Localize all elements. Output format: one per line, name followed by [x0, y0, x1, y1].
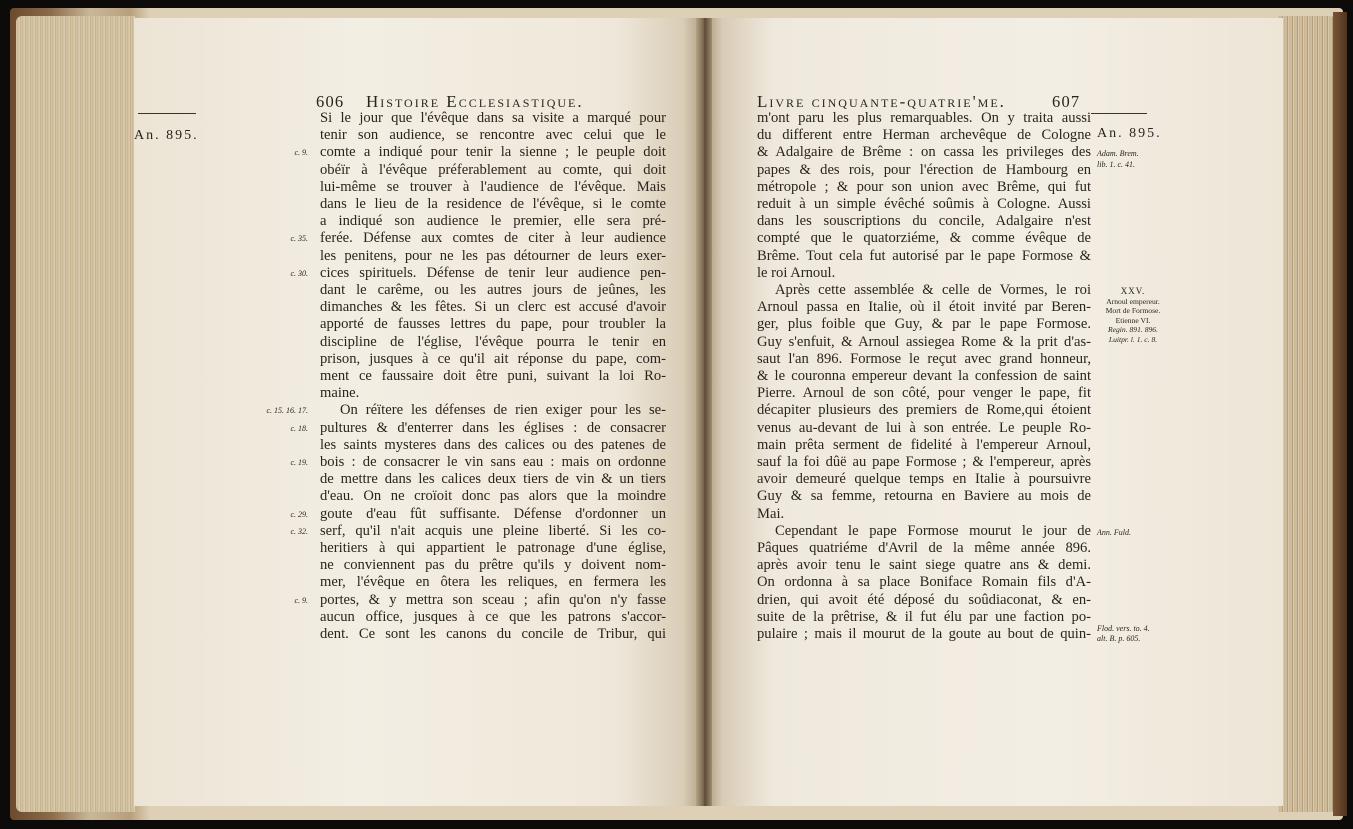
text-line: drien, qui avoit été déposé du soûdiaconat, & en- [757, 591, 1091, 608]
text-line: décapiter plusieurs des premiers de Rome,qui étoient [757, 402, 1091, 419]
text-line: saut l'an 896. Formose le reçut avec grand honneur, [757, 350, 1091, 367]
text-line: Cependant le pape Formose mourut le jour de [775, 522, 1091, 539]
text-line: Si le jour que l'évêque dans sa visite a marqué pour [320, 110, 666, 126]
margin-note: lib. 1. c. 41. [1097, 159, 1135, 169]
text-line: & Adalgaire de Brême : on cassa les privileges des [757, 144, 1091, 161]
text-line: On ordonna à sa place Boniface Romain fils d'A- [757, 574, 1091, 591]
text-line: goute d'eau fût suffisante. Défense d'ordonner un [320, 505, 666, 522]
text-line: métropole ; & pour son union avec Brême, qui fut [757, 178, 1091, 195]
text-line: reduit à un simple évêché soûmis à Cologne. Aussi [757, 196, 1091, 212]
text-line: sauf la foi dûë au pape Formose ; & l'empereur, après [757, 454, 1091, 470]
margin-note: c. 18. [290, 423, 308, 433]
sidenote-line: Etienne VI. [1115, 315, 1151, 325]
sidenote-number: XXV. [1120, 286, 1146, 296]
text-line: bois : de consacrer le vin sans eau : mais on ordonne [320, 454, 666, 470]
text-line: après avoir tenu le saint siege quatre ans & demi. [757, 557, 1091, 574]
text-line: avoir demeuré quelque temps en Italie à poursuivre [757, 471, 1091, 488]
right-year: An. 895. [1097, 126, 1162, 141]
text-line: cices spirituels. Défense de tenir leur audience pen- [320, 264, 666, 281]
text-line: dimanches & les fêtes. Si un clerc est accusé d'avoir [320, 299, 666, 316]
text-line: suite de la prêtrise, & il fut élu par une faction po- [757, 608, 1091, 625]
margin-note: c. 29. [290, 509, 308, 519]
text-line: comte a indiqué pour tenir la sienne ; le peuple doit [320, 144, 666, 161]
text-line: lui-même se trouver à l'audience de l'évêque. Mais [320, 178, 666, 195]
text-line: Guy & sa femme, retourna en Baviere au mois de [757, 488, 1091, 505]
text-line: heritiers à qui appartient le patronage d'une église, [320, 540, 666, 556]
text-line: les penitens, pour ne les pas détourner de leurs exer- [320, 247, 666, 264]
right-running-head: Livre cinquante-quatrie'me. [757, 92, 1006, 111]
text-line: compté que le quatorziéme, & comme évêque de [757, 230, 1091, 247]
text-line: On réïtere les défenses de rien exiger pour les se- [340, 402, 666, 419]
text-line: ferée. Défense aux comtes de citer à leur audience [320, 230, 666, 247]
margin-note: c. 35. [290, 234, 308, 244]
text-line: ment ce faussaire doit être puni, suivant la loi Ro- [320, 368, 666, 384]
text-line: Après cette assemblée & celle de Vormes, le roi [775, 282, 1091, 298]
text-line: Pâques quatriéme d'Avril de la même année 896. [757, 540, 1091, 556]
text-line: serf, qu'il n'ait acquis une pleine liberté. Si les co- [320, 522, 666, 539]
text-line: portes, & y mettra son sceau ; afin qu'on n'y fasse [320, 591, 666, 608]
sidenote-line: Arnoul empereur. [1106, 296, 1160, 306]
text-line: & le couronna empereur devant la confession de saint [757, 368, 1091, 384]
text-line: pulaire ; mais il mourut de la goute au bout de quin- [757, 626, 1091, 642]
margin-note: c. 15. 16. 17. [266, 406, 308, 416]
text-line: dant le carême, ou les autres jours de jeûnes, les [320, 282, 666, 298]
year-rule [138, 113, 196, 114]
text-line: dans le lieu de la residence de l'évêque, si le comte [320, 196, 666, 212]
text-line: mer, l'évêque en ôtera les reliques, en fermera les [320, 574, 666, 591]
margin-note: alt. B. p. 605. [1097, 634, 1141, 644]
margin-note: c. 9. [294, 148, 308, 158]
text-line: pultures & d'enterrer dans les églises : de consacrer [320, 419, 666, 436]
text-line: papes & des rois, pour l'érection de Hambourg en [757, 161, 1091, 178]
margin-note: Adam. Brem. [1097, 149, 1139, 159]
text-line: maine. [320, 385, 360, 402]
page-edges-left [16, 16, 136, 812]
text-line: de mettre dans les calices deux tiers de vin & un tiers [320, 471, 666, 488]
text-line: dent. Ce sont les canons du concile de Tribur, qui [320, 626, 666, 642]
text-line: aucun office, jusques à ce que les patrons s'accor- [320, 608, 666, 625]
text-line: dans les souscriptions du concile, Adalgaire n'est [757, 213, 1091, 230]
book-cover-edge [1333, 12, 1347, 816]
margin-note: Ann. Fuld. [1097, 527, 1131, 537]
sidenote-line: Regin. 891. 896. [1108, 325, 1158, 335]
text-line: Arnoul passa en Italie, où il étoit invité par Beren- [757, 299, 1091, 316]
text-line: Mai. [757, 505, 785, 522]
text-line: m'ont paru les plus remarquables. On y traita aussi [757, 110, 1091, 126]
text-line: tenir son audience, se rencontre avec celui que le [320, 127, 666, 144]
right-page [705, 18, 1283, 806]
text-line: apporté de fausses lettres du pape, pour troubler la [320, 316, 666, 333]
text-line: d'eau. On ne croïoit donc pas alors que la moindre [320, 488, 666, 505]
right-page-number: 607 [1052, 92, 1081, 111]
text-line: discipline de l'église, l'évêque pourra le tenir en [320, 333, 666, 350]
margin-note: c. 9. [294, 595, 308, 605]
left-year: An. 895. [134, 128, 199, 143]
text-line: a indiqué son audience le premier, elle sera pré- [320, 213, 666, 230]
margin-note: c. 19. [290, 458, 308, 467]
left-page-number: 606 [316, 92, 345, 111]
text-line: Guy s'enfuit, & Arnoul assiegea Rome & la prit d'as- [757, 333, 1091, 350]
book-gutter [696, 18, 712, 806]
sidenote-line: Luitpr. l. 1. c. 8. [1108, 335, 1158, 344]
left-running-head: Histoire Ecclesiastique. [366, 92, 584, 111]
sidenote-line: Mort de Formose. [1105, 306, 1161, 316]
text-line: Pierre. Arnoul de son côté, pour venger le pape, fit [757, 385, 1091, 402]
margin-note: c. 32. [290, 526, 308, 536]
page-edges-right [1278, 16, 1336, 812]
text-line: les saints mysteres dans des calices ou des patenes de [320, 436, 666, 453]
text-line: le roi Arnoul. [757, 264, 836, 281]
text-line: obéïr à l'évêque préferablement au comte, qui doit [320, 161, 666, 178]
text-line: main prêta serment de fidelité à l'empereur Arnoul, [757, 436, 1091, 453]
text-line: venus au-devant de lui à son entrée. Le peuple Ro- [757, 419, 1091, 436]
text-line: ne conviennent pas du prêtre qu'ils y doivent nom- [320, 557, 666, 574]
left-page [134, 18, 700, 806]
year-rule [1091, 113, 1147, 114]
text-line: du different entre Herman archevêque de Cologne [757, 127, 1091, 144]
margin-note: c. 30. [290, 268, 308, 278]
text-line: ger, plus foible que Guy, & par le pape Formose. [757, 316, 1091, 333]
text-line: Brême. Tout cela fut autorisé par le pape Formose & [757, 247, 1091, 264]
text-line: prison, jusques à ce qu'il ait réponse du pape, com- [320, 350, 666, 367]
margin-note: Flod. vers. to. 4. [1097, 624, 1150, 634]
